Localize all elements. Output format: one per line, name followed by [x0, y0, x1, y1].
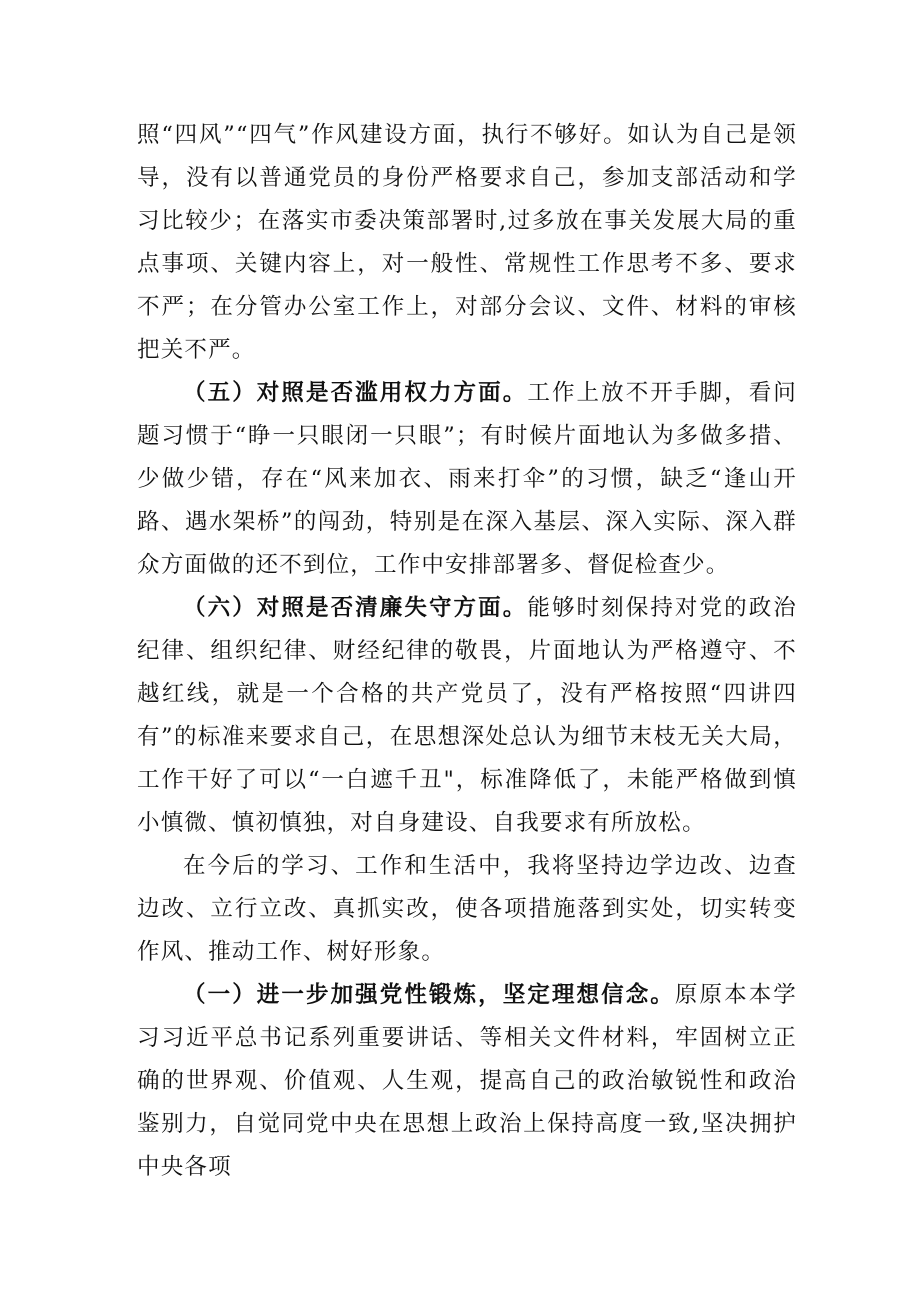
paragraph-text: 原原本本学习习近平总书记系列重要讲话、等相关文件材料，牢固树立正确的世界观、价值观、人生观，提高自己的政治敏锐性和政治鉴别力，自觉同党中央在思想上政治上保持高度一致,坚决拥护中央各项	[137, 982, 797, 1180]
paragraph-abuse-of-power	[137, 372, 797, 587]
paragraph-integrity	[137, 587, 797, 845]
paragraph-lead: （五）对照是否滥用权力方面。	[183, 380, 528, 406]
paragraph-measure-one	[137, 974, 797, 1189]
paragraph-lead: （一）进一步加强党性锻炼，坚定理想信念。	[183, 982, 675, 1008]
paragraph-lead: （六）对照是否清廉失守方面。	[183, 595, 528, 621]
paragraph-text: 在今后的学习、工作和生活中，我将坚持边学边改、边查边改、立行立改、真抓实改，使各项措施落到实处，切实转变作风、推动工作、树好形象。	[137, 853, 797, 965]
paragraph-continuation	[137, 114, 797, 372]
paragraph-text: 照“四风”“四气”作风建设方面，执行不够好。如认为自己是领导，没有以普通党员的身份严格要求自己，参加支部活动和学习比较少；在落实市委决策部署时,过多放在事关发展大局的重点事项、关键内容上，对一般性、常规性工作思考不多、要求不严；在分管办公室工作上，对部分会议、文件、材料的审核把关不严。	[137, 122, 797, 363]
document-body	[137, 114, 797, 1189]
paragraph-intro	[137, 845, 797, 974]
paragraph-text: 工作上放不开手脚，看问题习惯于“睁一只眼闭一只眼”；有时候片面地认为多做多措、少做少错，存在“风来加衣、雨来打伞”的习惯，缺乏“逢山开路、遇水架桥”的闯劲，特别是在深入基层、深入实际、深入群众方面做的还不到位，工作中安排部署多、督促检查少。	[137, 380, 797, 578]
paragraph-text: 能够时刻保持对党的政治纪律、组织纪律、财经纪律的敬畏，片面地认为严格遵守、不越红线，就是一个合格的共产党员了，没有严格按照“四讲四有”的标准来要求自己，在思想深处总认为细节末枝无关大局，工作干好了可以“一白遮千丑"，标准降低了，未能严格做到慎小慎微、慎初慎独，对自身建设、自我要求有所放松。	[137, 595, 797, 836]
